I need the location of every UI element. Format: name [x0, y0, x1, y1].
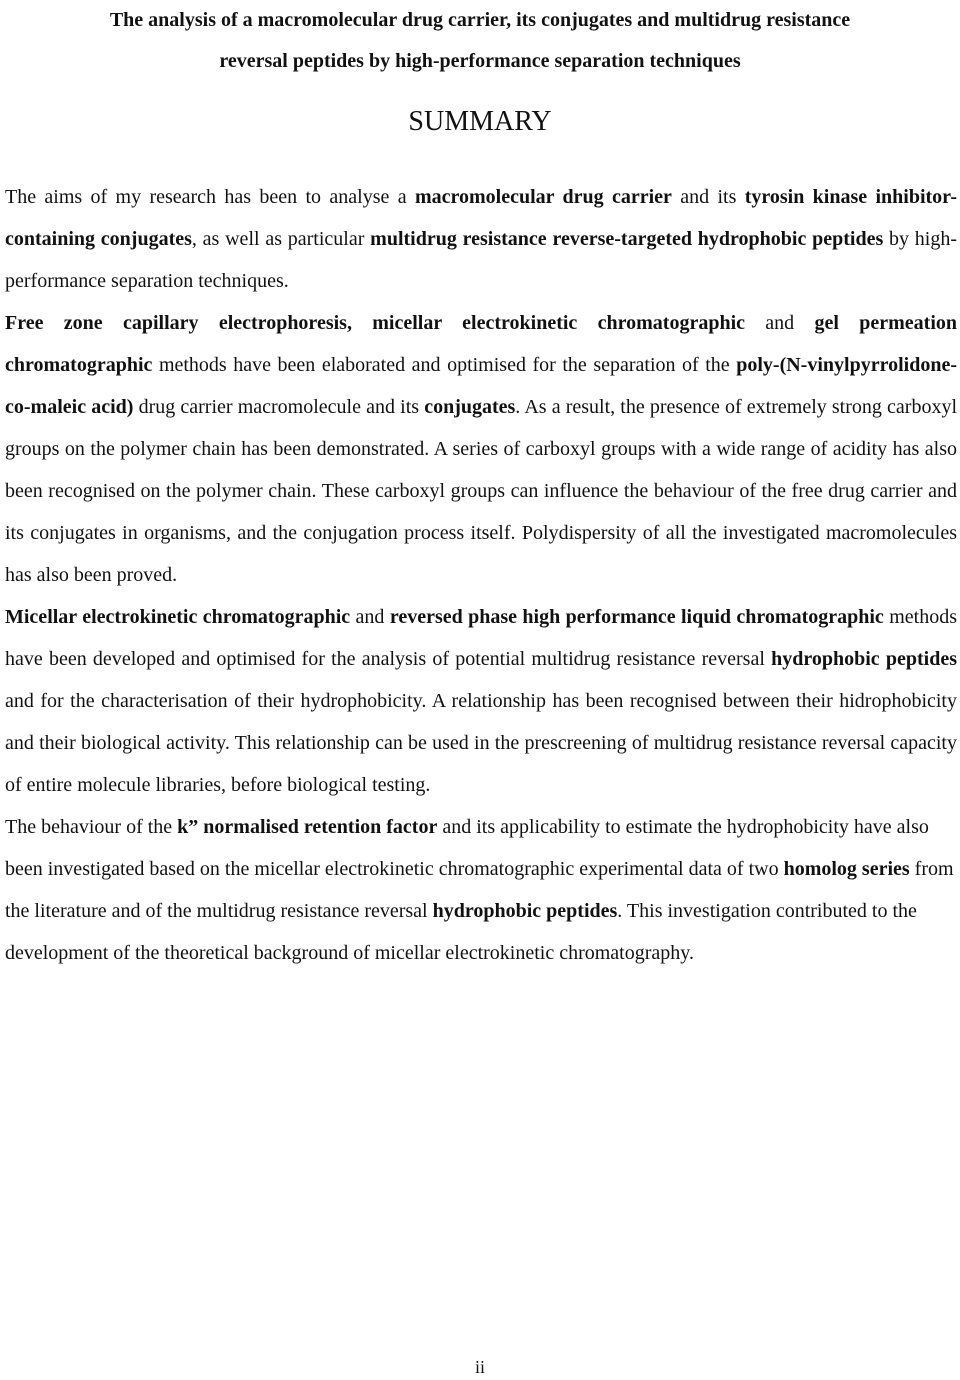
bold-term: hydrophobic peptides: [771, 648, 958, 670]
text-run: and its: [671, 186, 745, 208]
paragraph-peptides: [5, 596, 957, 806]
paragraph-aims: [5, 176, 957, 302]
bold-term: multidrug resistance reverse-targeted hydrophobic peptides: [370, 228, 884, 250]
text-run: and for the characterisation of their hydrophobicity. A relationship has been recognised between their hidrophobicity and their biological activity. This relationship can be used in the prescreening of multidrug resistance reversal capacity of entire molecule libraries, before biological testing.: [5, 690, 957, 796]
text-run: methods have been elaborated and optimised for the separation of the: [152, 354, 737, 376]
bold-term: k” normalised retention factor: [177, 816, 438, 838]
text-run: from the literature and of the multidrug resistance reversal: [5, 858, 954, 922]
bold-term: gel permeation chromatographic: [5, 312, 957, 376]
text-run: . As a result, the presence of extremely strong carboxyl groups on the polymer chain has been demonstrated. A series of carboxyl groups with a wide range of acidity has also been recognised on the polymer chain. These carboxyl groups can influence the behaviour of the free drug carrier and its conjugates in organisms, and the conjugation process itself. Polydispersity of all the investigated macromolecules has also been proved.: [5, 396, 958, 586]
text-run: The aims of my research has been to analyse a: [5, 186, 415, 208]
text-run: and: [745, 312, 815, 334]
text-run: and: [350, 606, 390, 628]
page-number: ii: [474, 1357, 485, 1377]
bold-term: homolog series: [783, 858, 910, 880]
text-run: The behaviour of the: [5, 816, 178, 838]
title-line-1: The analysis of a macromolecular drug carrier, its conjugates and multidrug resistance: [109, 9, 851, 31]
bold-term: tyrosin kinase inhibitor-containing conjugates: [5, 186, 957, 250]
title-line-2: reversal peptides by high-performance separation techniques: [219, 50, 741, 72]
document-title: [0, 0, 960, 82]
bold-term: conjugates: [424, 396, 516, 418]
summary-body: [5, 176, 957, 974]
bold-term: Micellar electrokinetic chromatographic: [5, 606, 351, 628]
paragraph-retention-factor: [5, 806, 957, 974]
paragraph-drug-carrier: [5, 302, 957, 596]
bold-term: Free zone capillary electrophoresis, micellar electrokinetic chromatographic: [5, 312, 745, 334]
text-run: , as well as particular: [191, 228, 371, 250]
text-run: and its applicability to estimate the hydrophobicity have also been investigated based on the micellar electrokinetic chromatographic experimental data of two: [5, 816, 929, 880]
text-run: drug carrier macromolecule and its: [133, 396, 425, 418]
text-run: . This investigation contributed to the development of the theoretical background of micellar electrokinetic chromatography.: [5, 900, 917, 964]
bold-term: macromolecular drug carrier: [414, 186, 672, 208]
text-run: methods have been developed and optimised for the analysis of potential multidrug resistance reversal: [5, 606, 957, 670]
text-run: by high-performance separation techniques.: [5, 228, 958, 292]
bold-term: reversed phase high performance liquid chromatographic: [389, 606, 884, 628]
bold-term: poly-(N-vinylpyrrolidone-co-maleic acid): [5, 354, 957, 418]
bold-term: hydrophobic peptides: [432, 900, 618, 922]
section-heading: SUMMARY: [408, 106, 552, 137]
